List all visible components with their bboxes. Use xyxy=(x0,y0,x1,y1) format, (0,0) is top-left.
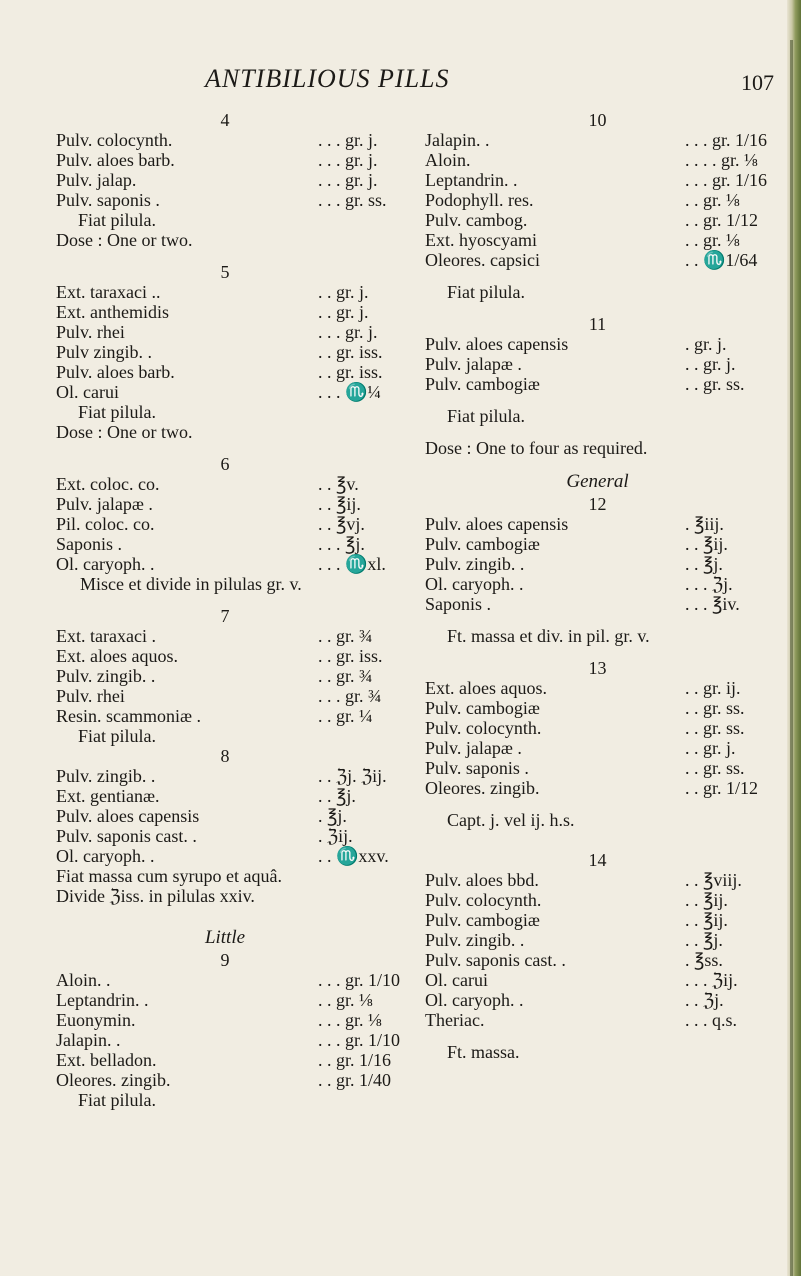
ingredient-name: Leptandrin. . xyxy=(56,990,149,1010)
ingredient-name: Pulv. saponis cast. . xyxy=(56,826,197,846)
ingredient-dose: . . gr. ij. xyxy=(685,678,741,698)
ingredient-dose: . . gr. ss. xyxy=(685,718,745,738)
recipe-number: 10 xyxy=(588,110,607,130)
ingredient-name: Ext. gentianæ. xyxy=(56,786,160,806)
ingredient-line xyxy=(56,494,394,514)
ingredient-dose: . . ℥j. xyxy=(318,786,356,806)
ingredient-line xyxy=(425,334,770,354)
ingredient-name: Pulv. cambogiæ xyxy=(425,910,540,930)
ingredient-name: Pulv. saponis . xyxy=(56,190,160,210)
ingredient-dose: . . . gr. j. xyxy=(318,322,378,342)
ingredient-name: Ext. belladon. xyxy=(56,1050,157,1070)
ingredient-dose: . ℥iij. xyxy=(685,514,724,534)
recipe-number: 8 xyxy=(220,746,230,766)
ingredient-name: Pulv. jalapæ . xyxy=(425,738,522,758)
ingredient-name: Ol. caryoph. . xyxy=(425,574,524,594)
ingredient-name: Pulv. cambogiæ xyxy=(425,698,540,718)
ingredient-line xyxy=(56,382,394,402)
ingredient-dose: . . ℥viij. xyxy=(685,870,742,890)
ingredient-dose: . . gr. ss. xyxy=(685,374,745,394)
ingredient-name: Aloin. xyxy=(425,150,471,170)
ingredient-line xyxy=(425,554,770,574)
recipe-number: 13 xyxy=(588,658,607,678)
ingredient-dose: . . gr. 1/16 xyxy=(318,1050,392,1070)
ingredient-dose: . . ℨj. ℨij. xyxy=(318,766,387,786)
ingredient-dose: . . . ♏¼ xyxy=(318,382,381,402)
ingredient-line xyxy=(425,534,770,554)
ingredient-line xyxy=(56,534,394,554)
ingredient-name: Ol. carui xyxy=(56,382,119,402)
ingredient-dose: . . gr. iss. xyxy=(318,646,383,666)
ingredient-dose: . . . gr. j. xyxy=(318,130,378,150)
ingredient-name: Pulv. saponis cast. . xyxy=(425,950,566,970)
ingredient-name: Pulv. zingib. . xyxy=(425,554,525,574)
ingredient-name: Pulv. rhei xyxy=(56,686,125,706)
ingredient-line xyxy=(56,302,394,322)
ingredient-dose: . . gr. ⅛ xyxy=(685,190,740,210)
ingredient-line xyxy=(425,514,770,534)
ingredient-name: Pulv. zingib. . xyxy=(56,766,156,786)
ingredient-dose: . . gr. ss. xyxy=(685,758,745,778)
ingredient-dose: . . gr. j. xyxy=(318,302,369,322)
ingredient-name: Ol. caryoph. . xyxy=(56,554,155,574)
ingredient-dose: . . . gr. 1/10 xyxy=(318,1030,401,1050)
ingredient-dose: . . . ℨj. xyxy=(685,574,733,594)
ingredient-name: Pulv. jalapæ . xyxy=(56,494,153,514)
page-number: 107 xyxy=(741,70,774,95)
ingredient-name: Oleores. zingib. xyxy=(56,1070,171,1090)
ingredient-dose: . gr. j. xyxy=(685,334,727,354)
ingredient-line xyxy=(425,170,770,190)
ingredient-line xyxy=(425,698,770,718)
ingredient-line xyxy=(56,170,394,190)
ingredient-line xyxy=(425,230,770,250)
fiat-pilula: Fiat pilula. xyxy=(78,402,156,422)
ingredient-dose: . . ℥ij. xyxy=(685,534,728,554)
capt-instruction: Capt. j. vel ij. h.s. xyxy=(447,810,575,830)
ingredient-dose: . ℥ss. xyxy=(685,950,723,970)
ingredient-line xyxy=(56,554,394,574)
ingredient-line xyxy=(56,686,394,706)
ingredient-line xyxy=(425,210,770,230)
ingredient-line xyxy=(425,950,770,970)
ingredient-line xyxy=(56,130,394,150)
ingredient-name: Ext. aloes aquos. xyxy=(56,646,178,666)
ingredient-name: Ol. caryoph. . xyxy=(425,990,524,1010)
ingredient-name: Pulv. jalapæ . xyxy=(425,354,522,374)
ingredient-name: Ext. taraxaci . xyxy=(56,626,156,646)
ingredient-dose: . . gr. ¼ xyxy=(318,706,373,726)
section-heading-general: General xyxy=(566,471,629,492)
ingredient-dose: . . gr. iss. xyxy=(318,362,383,382)
ingredient-dose: . . . gr. ⅛ xyxy=(318,1010,382,1030)
right-column xyxy=(425,110,770,1062)
ingredient-line xyxy=(425,354,770,374)
ingredient-line xyxy=(56,706,394,726)
ingredient-name: Pulv. zingib. . xyxy=(425,930,525,950)
ingredient-dose: . . ℥vj. xyxy=(318,514,365,534)
ingredient-name: Pulv. colocynth. xyxy=(425,718,542,738)
recipe-number: 12 xyxy=(588,494,607,514)
ingredient-name: Pulv. aloes barb. xyxy=(56,150,175,170)
ingredient-dose: . . ℥j. xyxy=(685,554,723,574)
ingredient-name: Pulv. jalap. xyxy=(56,170,137,190)
ingredient-dose: . . . gr. j. xyxy=(318,150,378,170)
fiat-pilula: Fiat pilula. xyxy=(447,406,525,426)
ingredient-dose: . ℥j. xyxy=(318,806,347,826)
section-heading-little: Little xyxy=(204,927,246,948)
ingredient-name: Ext. taraxaci .. xyxy=(56,282,161,302)
fiat-massa-instruction: Fiat massa cum syrupo et aquâ. xyxy=(56,866,282,886)
ingredient-dose: . . gr. ¾ xyxy=(318,666,373,686)
ingredient-line xyxy=(425,374,770,394)
recipe-number: 6 xyxy=(220,454,230,474)
ingredient-dose: . . gr. iss. xyxy=(318,342,383,362)
ingredient-line xyxy=(425,970,770,990)
ingredient-name: Saponis . xyxy=(56,534,123,554)
ingredient-dose: . . . . gr. ⅛ xyxy=(685,150,758,170)
ingredient-line xyxy=(425,130,770,150)
recipe-number: 11 xyxy=(588,314,607,334)
ingredient-line xyxy=(56,1010,394,1030)
recipe-number: 9 xyxy=(220,950,230,970)
ingredient-line xyxy=(56,826,394,846)
ingredient-dose: . . gr. j. xyxy=(685,354,736,374)
ingredient-line xyxy=(425,1010,770,1030)
fiat-pilula: Fiat pilula. xyxy=(78,726,156,746)
ingredient-name: Pil. coloc. co. xyxy=(56,514,155,534)
ingredient-name: Ext. anthemidis xyxy=(56,302,169,322)
ingredient-dose: . . . gr. 1/16 xyxy=(685,170,768,190)
ingredient-line xyxy=(56,322,394,342)
ingredient-line xyxy=(425,910,770,930)
dose-note: Dose : One to four as required. xyxy=(425,438,648,458)
ingredient-name: Aloin. . xyxy=(56,970,111,990)
ingredient-dose: . . gr. j. xyxy=(685,738,736,758)
ingredient-name: Pulv. aloes capensis xyxy=(56,806,200,826)
ingredient-dose: . . . gr. ss. xyxy=(318,190,387,210)
ingredient-line xyxy=(56,362,394,382)
ingredient-dose: . . ℥j. xyxy=(685,930,723,950)
ingredient-line xyxy=(56,342,394,362)
ingredient-dose: . . . gr. 1/16 xyxy=(685,130,768,150)
ingredient-dose: . . ℥v. xyxy=(318,474,359,494)
ingredient-name: Pulv. saponis . xyxy=(425,758,529,778)
divide-instruction: Divide ℨiss. in pilulas xxiv. xyxy=(56,886,255,906)
ingredient-dose: . . gr. ss. xyxy=(685,698,745,718)
ingredient-line xyxy=(425,250,770,270)
ingredient-name: Ext. aloes aquos. xyxy=(425,678,547,698)
ingredient-line xyxy=(425,990,770,1010)
ingredient-line xyxy=(56,1030,401,1050)
ingredient-name: Saponis . xyxy=(425,594,492,614)
ingredient-name: Ol. carui xyxy=(425,970,488,990)
ingredient-line xyxy=(56,282,394,302)
recipe-number: 5 xyxy=(220,262,230,282)
ingredient-line xyxy=(56,514,394,534)
ingredient-line xyxy=(425,890,770,910)
ingredient-name: Jalapin. . xyxy=(425,130,490,150)
ingredient-name: Pulv. aloes bbd. xyxy=(425,870,539,890)
dose-note: Dose : One or two. xyxy=(56,230,193,250)
ingredient-dose: . . gr. ¾ xyxy=(318,626,373,646)
ingredient-line xyxy=(425,574,770,594)
ingredient-line xyxy=(56,786,394,806)
dose-note: Dose : One or two. xyxy=(56,422,193,442)
ingredient-dose: . . . ℥iv. xyxy=(685,594,740,614)
ingredient-line xyxy=(425,678,770,698)
misce-instruction: Misce et divide in pilulas gr. v. xyxy=(80,574,302,594)
ingredient-name: Oleores. capsici xyxy=(425,250,540,270)
fiat-pilula: Fiat pilula. xyxy=(78,1090,156,1110)
ingredient-dose: . . gr. 1/12 xyxy=(685,778,759,798)
ingredient-dose: . . . gr. ¾ xyxy=(318,686,382,706)
ingredient-dose: . . ℥ij. xyxy=(685,890,728,910)
ingredient-name: Theriac. xyxy=(425,1010,485,1030)
ingredient-line xyxy=(425,594,770,614)
ingredient-dose: . . ℥ij. xyxy=(685,910,728,930)
ingredient-name: Resin. scammoniæ . xyxy=(56,706,201,726)
ingredient-name: Ol. caryoph. . xyxy=(56,846,155,866)
ingredient-dose: . . . ♏xl. xyxy=(318,554,386,574)
ingredient-name: Euonymin. xyxy=(56,1010,136,1030)
ingredient-dose: . . . ℨij. xyxy=(685,970,738,990)
ingredient-line xyxy=(425,870,770,890)
ingredient-name: Pulv. cambog. xyxy=(425,210,528,230)
ingredient-name: Oleores. zingib. xyxy=(425,778,540,798)
ingredient-line xyxy=(425,930,770,950)
ingredient-dose: . . ♏xxv. xyxy=(318,846,389,866)
ingredient-line xyxy=(56,806,394,826)
ingredient-name: Pulv. rhei xyxy=(56,322,125,342)
ingredient-name: Podophyll. res. xyxy=(425,190,534,210)
ingredient-name: Pulv. cambogiæ xyxy=(425,534,540,554)
ingredient-name: Pulv. colocynth. xyxy=(425,890,542,910)
running-title: ANTIBILIOUS PILLS xyxy=(205,64,450,93)
ingredient-name: Pulv. aloes capensis xyxy=(425,334,569,354)
fiat-pilula: Fiat pilula. xyxy=(78,210,156,230)
ingredient-name: Pulv zingib. . xyxy=(56,342,153,362)
ingredient-line xyxy=(56,990,394,1010)
ingredient-dose: . . . ℥j. xyxy=(318,534,365,554)
ingredient-line xyxy=(56,626,394,646)
ingredient-dose: . . . gr. j. xyxy=(318,170,378,190)
ingredient-line xyxy=(425,150,770,170)
ingredient-line xyxy=(425,738,770,758)
left-column xyxy=(56,110,401,1110)
ingredient-line xyxy=(56,150,394,170)
ingredient-line xyxy=(56,1050,394,1070)
ingredient-name: Pulv. zingib. . xyxy=(56,666,156,686)
ingredient-name: Pulv. cambogiæ xyxy=(425,374,540,394)
ingredient-line xyxy=(56,766,394,786)
ingredient-name: Pulv. aloes capensis xyxy=(425,514,569,534)
ingredient-dose: . . ℨj. xyxy=(685,990,724,1010)
ingredient-line xyxy=(56,190,394,210)
ingredient-name: Ext. coloc. co. xyxy=(56,474,160,494)
ingredient-line xyxy=(425,718,770,738)
ingredient-line xyxy=(425,758,770,778)
ingredient-name: Pulv. aloes barb. xyxy=(56,362,175,382)
massa-instruction: Ft. massa et div. in pil. gr. v. xyxy=(447,626,650,646)
ingredient-dose: . . gr. j. xyxy=(318,282,369,302)
ingredient-line xyxy=(56,666,394,686)
ingredient-dose: . . gr. 1/12 xyxy=(685,210,759,230)
ingredient-dose: . . . gr. 1/10 xyxy=(318,970,401,990)
recipe-number: 7 xyxy=(220,606,230,626)
ingredient-dose: . . gr. ⅛ xyxy=(685,230,740,250)
ingredient-dose: . . ♏1/64 xyxy=(685,250,758,270)
recipe-number: 14 xyxy=(588,850,607,870)
ingredient-line xyxy=(425,778,770,798)
ingredient-dose: . . gr. 1/40 xyxy=(318,1070,392,1090)
ingredient-name: Ext. hyoscyami xyxy=(425,230,537,250)
ingredient-dose: . . ℥ij. xyxy=(318,494,361,514)
fiat-pilula: Fiat pilula. xyxy=(447,282,525,302)
ingredient-line xyxy=(56,646,394,666)
ingredient-dose: . . . q.s. xyxy=(685,1010,738,1030)
page-edge-line xyxy=(790,40,793,1276)
ingredient-dose: . ℨij. xyxy=(318,826,353,846)
massa-instruction: Ft. massa. xyxy=(447,1042,520,1062)
ingredient-line xyxy=(56,474,394,494)
ingredient-line xyxy=(56,970,401,990)
ingredient-name: Leptandrin. . xyxy=(425,170,518,190)
ingredient-name: Jalapin. . xyxy=(56,1030,121,1050)
ingredient-line xyxy=(56,1070,394,1090)
ingredient-line xyxy=(56,846,394,866)
ingredient-name: Pulv. colocynth. xyxy=(56,130,173,150)
recipe-number: 4 xyxy=(220,110,230,130)
ingredient-dose: . . gr. ⅛ xyxy=(318,990,373,1010)
ingredient-line xyxy=(425,190,770,210)
